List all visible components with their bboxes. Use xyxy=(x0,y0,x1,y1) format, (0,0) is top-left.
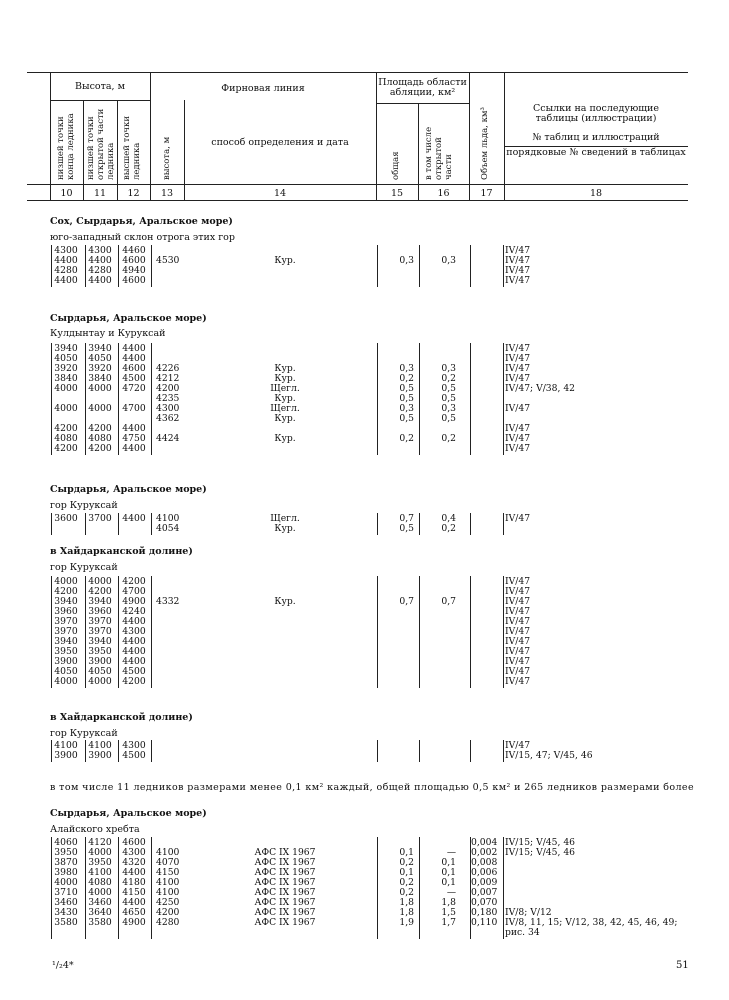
table-cell-c12: 4900 xyxy=(122,596,146,607)
column-divider xyxy=(377,513,378,535)
table-cell-c11: 4000 xyxy=(88,887,112,898)
column-divider xyxy=(151,513,152,535)
table-cell-c14: Кур. xyxy=(274,373,296,384)
table-cell-c11: 4300 xyxy=(88,245,112,256)
table-cell-c12: 4180 xyxy=(122,877,146,888)
table-cell-c16: 0,2 xyxy=(441,373,456,384)
table-cell-c18: IV/47; V/38, 42 xyxy=(505,383,576,394)
table-cell-c11: 4200 xyxy=(88,586,112,597)
table-cell-c18: IV/47 xyxy=(505,373,531,384)
col18-sub1: № таблиц и иллюстраций xyxy=(532,132,660,143)
column-divider xyxy=(377,343,378,455)
table-cell-c12: 4400 xyxy=(122,897,146,908)
table-cell-c11: 4000 xyxy=(88,576,112,587)
col11-header: низшей точки открытой части ледника xyxy=(86,108,116,180)
table-cell-c10: 3900 xyxy=(54,750,78,761)
table-cell-c18: IV/47 xyxy=(505,676,531,687)
table-cell-c11: 3950 xyxy=(88,857,112,868)
table-cell-c11: 4400 xyxy=(88,255,112,266)
table-cell-c17: 0,006 xyxy=(471,867,498,878)
column-divider xyxy=(503,740,504,762)
table-cell-c10: 4000 xyxy=(54,383,78,394)
table-cell-c17: 0,110 xyxy=(471,917,498,928)
section-title: Сох, Сырдарья, Аральское море) xyxy=(50,216,233,227)
table-cell-c14: АФС IX 1967 xyxy=(254,887,316,898)
table-cell-c13: 4150 xyxy=(156,867,180,878)
table-cell-c13: 4212 xyxy=(156,373,180,384)
table-cell-c12: 4650 xyxy=(122,907,146,918)
table-cell-c12: 4460 xyxy=(122,245,146,256)
table-cell-c15: 0,2 xyxy=(399,887,414,898)
column-divider xyxy=(118,513,119,535)
table-cell-c11: 3460 xyxy=(88,897,112,908)
table-cell-c14: Кур. xyxy=(274,433,296,444)
column-divider xyxy=(419,513,420,535)
table-cell-c16: 0,2 xyxy=(441,433,456,444)
table-cell-c11: 4000 xyxy=(88,403,112,414)
table-cell-c10: 4200 xyxy=(54,443,78,454)
column-divider xyxy=(470,343,471,455)
table-cell-c12: 4400 xyxy=(122,616,146,627)
table-cell-c18: IV/15, 47; V/45, 46 xyxy=(505,750,593,761)
section-title: Сырдарья, Аральское море) xyxy=(50,484,207,495)
table-cell-c10: 4080 xyxy=(54,433,78,444)
table-cell-c16: 0,5 xyxy=(441,393,456,404)
table-cell-c13: 4070 xyxy=(156,857,180,868)
table-cell-c18: IV/47 xyxy=(505,616,531,627)
table-cell-c16: — xyxy=(446,887,456,898)
table-cell-c12: 4200 xyxy=(122,576,146,587)
table-cell-c11: 4100 xyxy=(88,867,112,878)
table-cell-c15: 0,7 xyxy=(399,596,414,607)
table-cell-c11: 4200 xyxy=(88,423,112,434)
table-cell-c13: 4280 xyxy=(156,917,180,928)
table-cell-c10: 3920 xyxy=(54,363,78,374)
table-cell-c10: 3840 xyxy=(54,373,78,384)
table-cell-c18: IV/47 xyxy=(505,265,531,276)
table-cell-c18: IV/47 xyxy=(505,353,531,364)
table-cell-c18: IV/47 xyxy=(505,586,531,597)
table-cell-c18: IV/47 xyxy=(505,606,531,617)
table-cell-c11: 3840 xyxy=(88,373,112,384)
col13-header: высота, м xyxy=(162,136,172,180)
table-cell-c10: 4400 xyxy=(54,275,78,286)
table-cell-c18: IV/47 xyxy=(505,596,531,607)
table-cell-c11: 3940 xyxy=(88,343,112,354)
table-cell-c14: АФС IX 1967 xyxy=(254,857,316,868)
table-cell-c14: АФС IX 1967 xyxy=(254,867,316,878)
table-cell-c13: 4200 xyxy=(156,383,180,394)
table-cell-c12: 4400 xyxy=(122,513,146,524)
table-cell-c18: IV/47 xyxy=(505,636,531,647)
table-cell-c17: 0,002 xyxy=(471,847,498,858)
table-cell-c12: 4400 xyxy=(122,646,146,657)
table-cell-c18: IV/47 xyxy=(505,245,531,256)
section-title: в Хайдарканской долине) xyxy=(50,546,193,557)
table-cell-c10: 3710 xyxy=(54,887,78,898)
table-cell-c12: 4600 xyxy=(122,363,146,374)
table-cell-c14: Кур. xyxy=(274,596,296,607)
table-cell-c10: 3970 xyxy=(54,616,78,627)
table-cell-c11: 4000 xyxy=(88,676,112,687)
column-divider xyxy=(377,576,378,688)
column-divider xyxy=(151,343,152,455)
table-cell-c15: 0,1 xyxy=(399,867,414,878)
table-cell-c18: IV/47 xyxy=(505,343,531,354)
table-cell-c14: АФС IX 1967 xyxy=(254,907,316,918)
column-divider xyxy=(470,740,471,762)
section-title: в Хайдарканской долине) xyxy=(50,712,193,723)
summary-note: в том числе 11 ледников размерами менее 0,1 км² каждый, общей площадью 0,5 км² и 265 ледников размерами более xyxy=(50,782,694,793)
table-cell-c16: 0,1 xyxy=(441,877,456,888)
table-cell-c10: 4000 xyxy=(54,676,78,687)
column-divider xyxy=(118,576,119,688)
col-number: 16 xyxy=(437,188,450,199)
table-cell-c14: АФС IX 1967 xyxy=(254,877,316,888)
table-cell-c11: 4200 xyxy=(88,443,112,454)
table-cell-c16: 1,8 xyxy=(441,897,456,908)
table-cell-c10: 4100 xyxy=(54,740,78,751)
table-cell-c17: 0,007 xyxy=(471,887,498,898)
table-cell-c18: IV/47 xyxy=(505,666,531,677)
table-cell-c15: 0,2 xyxy=(399,857,414,868)
table-cell-c16: — xyxy=(446,847,456,858)
table-cell-c13: 4300 xyxy=(156,403,180,414)
table-cell-c18: IV/47 xyxy=(505,646,531,657)
table-cell-c15: 0,2 xyxy=(399,877,414,888)
table-cell-c17: 0,008 xyxy=(471,857,498,868)
section-subtitle: Алайского хребта xyxy=(50,824,140,835)
table-cell-c11: 3900 xyxy=(88,656,112,667)
column-divider xyxy=(470,576,471,688)
table-cell-c10: 4280 xyxy=(54,265,78,276)
table-cell-c10: 3960 xyxy=(54,606,78,617)
table-cell-c11: 3920 xyxy=(88,363,112,374)
table-cell-c13: 4054 xyxy=(156,523,180,534)
table-cell-c15: 0,5 xyxy=(399,523,414,534)
table-cell-c14: Кур. xyxy=(274,393,296,404)
column-divider xyxy=(419,343,420,455)
table-cell-c18: IV/8; V/12 xyxy=(505,907,552,918)
table-cell-c11: 3580 xyxy=(88,917,112,928)
table-cell-c12: 4300 xyxy=(122,847,146,858)
table-cell-c13: 4424 xyxy=(156,433,180,444)
column-divider xyxy=(503,245,504,287)
table-cell-c14: АФС IX 1967 xyxy=(254,847,316,858)
table-cell-c12: 4400 xyxy=(122,423,146,434)
column-divider xyxy=(419,837,420,939)
table-cell-c10: 3900 xyxy=(54,656,78,667)
table-cell-c15: 0,3 xyxy=(399,363,414,374)
table-cell-c13: 4362 xyxy=(156,413,180,424)
table-cell-c12: 4600 xyxy=(122,837,146,848)
table-cell-c15: 0,5 xyxy=(399,393,414,404)
col-number: 15 xyxy=(390,188,404,199)
table-cell-c11: 4100 xyxy=(88,740,112,751)
table-cell-c11: 3900 xyxy=(88,750,112,761)
table-cell-c17: 0,070 xyxy=(471,897,498,908)
column-divider xyxy=(118,837,119,939)
column-divider xyxy=(419,245,420,287)
table-cell-c16: 1,7 xyxy=(441,917,456,928)
table-cell-c18: IV/8, 11, 15; V/12, 38, 42, 45, 46, 49; xyxy=(505,917,678,928)
table-cell-c12: 4940 xyxy=(122,265,146,276)
table-cell-c14: АФС IX 1967 xyxy=(254,917,316,928)
table-cell-c11: 3960 xyxy=(88,606,112,617)
table-cell-c10: 3950 xyxy=(54,847,78,858)
column-divider xyxy=(503,576,504,688)
table-cell-c10: 4060 xyxy=(54,837,78,848)
table-cell-c11: 3640 xyxy=(88,907,112,918)
section-title: Сырдарья, Аральское море) xyxy=(50,808,207,819)
col18-title: Ссылки на последующие таблицы (иллюстрации) xyxy=(532,103,659,124)
table-cell-c10: 3870 xyxy=(54,857,78,868)
column-divider xyxy=(377,245,378,287)
table-cell-c10: 3940 xyxy=(54,343,78,354)
table-cell-c13: 4235 xyxy=(156,393,180,404)
col16-header: в том числе открытой части xyxy=(424,126,454,180)
col12-header: высшей точки ледника xyxy=(122,115,142,180)
table-cell-c10: 4050 xyxy=(54,666,78,677)
column-divider xyxy=(151,837,152,939)
table-cell-c14: Щегл. xyxy=(270,513,300,524)
table-cell-c15: 0,5 xyxy=(399,383,414,394)
table-cell-c11: 4400 xyxy=(88,275,112,286)
table-cell-c16: 1,5 xyxy=(441,907,456,918)
table-cell-c18: рис. 34 xyxy=(505,927,540,938)
table-cell-c16: 0,1 xyxy=(441,857,456,868)
table-cell-c14: Кур. xyxy=(274,413,296,424)
table-cell-c15: 1,8 xyxy=(399,907,414,918)
table-cell-c17: 0,004 xyxy=(471,837,498,848)
table-cell-c18: IV/47 xyxy=(505,626,531,637)
table-cell-c12: 4320 xyxy=(122,857,146,868)
column-divider xyxy=(118,343,119,455)
column-divider xyxy=(470,513,471,535)
column-divider xyxy=(377,837,378,939)
col17-header: Объем льда, км³ xyxy=(480,107,490,180)
table-cell-c10: 4200 xyxy=(54,586,78,597)
col10-header: низшей точки конца ледника xyxy=(56,113,76,180)
table-cell-c10: 4000 xyxy=(54,576,78,587)
col14-header: способ определения и дата xyxy=(211,137,349,148)
col-number: 10 xyxy=(60,188,73,199)
section-subtitle: гор Куруксай xyxy=(50,562,118,573)
table-cell-c17: 0,180 xyxy=(471,907,498,918)
table-cell-c12: 4720 xyxy=(122,383,146,394)
column-divider xyxy=(419,576,420,688)
column-divider xyxy=(503,513,504,535)
table-cell-c10: 3950 xyxy=(54,646,78,657)
table-cell-c14: Щегл. xyxy=(270,383,300,394)
table-cell-c15: 0,5 xyxy=(399,413,414,424)
section-subtitle: юго-западный склон отрога этих гор xyxy=(50,232,235,243)
table-cell-c12: 4900 xyxy=(122,917,146,928)
table-cell-c16: 0,3 xyxy=(441,255,456,266)
table-cell-c12: 4300 xyxy=(122,626,146,637)
table-cell-c11: 4080 xyxy=(88,877,112,888)
col15-header: общая xyxy=(391,151,401,180)
table-cell-c11: 4120 xyxy=(88,837,112,848)
table-cell-c18: IV/47 xyxy=(505,576,531,587)
table-cell-c14: Щегл. xyxy=(270,403,300,414)
table-cell-c18: IV/47 xyxy=(505,363,531,374)
table-cell-c12: 4700 xyxy=(122,403,146,414)
column-divider xyxy=(118,740,119,762)
column-divider xyxy=(470,245,471,287)
table-cell-c10: 3460 xyxy=(54,897,78,908)
table-cell-c11: 3940 xyxy=(88,596,112,607)
table-cell-c18: IV/47 xyxy=(505,403,531,414)
table-cell-c13: 4100 xyxy=(156,513,180,524)
table-cell-c16: 0,1 xyxy=(441,867,456,878)
table-cell-c12: 4600 xyxy=(122,275,146,286)
column-divider xyxy=(377,740,378,762)
table-cell-c12: 4240 xyxy=(122,606,146,617)
table-cell-c11: 4280 xyxy=(88,265,112,276)
col-number: 12 xyxy=(127,188,140,199)
table-cell-c18: IV/15; V/45, 46 xyxy=(505,847,576,858)
height-group-header: Высота, м xyxy=(75,81,125,92)
column-divider xyxy=(118,245,119,287)
table-cell-c10: 4300 xyxy=(54,245,78,256)
table-cell-c10: 4400 xyxy=(54,255,78,266)
col-number: 14 xyxy=(273,188,287,199)
column-divider xyxy=(151,740,152,762)
table-cell-c17: 0,009 xyxy=(471,877,498,888)
table-cell-c18: IV/47 xyxy=(505,275,531,286)
table-cell-c18: IV/15; V/45, 46 xyxy=(505,837,576,848)
table-cell-c13: 4530 xyxy=(156,255,180,266)
table-cell-c14: Кур. xyxy=(274,523,296,534)
table-cell-c12: 4500 xyxy=(122,750,146,761)
section-subtitle: Кулдынтау и Куруксай xyxy=(50,328,166,339)
col-number: 13 xyxy=(160,188,174,199)
section-subtitle: гор Куруксай xyxy=(50,728,118,739)
table-cell-c18: IV/47 xyxy=(505,513,531,524)
table-cell-c12: 4500 xyxy=(122,666,146,677)
column-divider xyxy=(151,245,152,287)
table-cell-c18: IV/47 xyxy=(505,740,531,751)
col18-sub2: порядковые № сведений в таблицах xyxy=(506,147,686,158)
table-cell-c15: 1,9 xyxy=(399,917,414,928)
table-cell-c12: 4500 xyxy=(122,373,146,384)
table-cell-c12: 4400 xyxy=(122,443,146,454)
table-cell-c13: 4250 xyxy=(156,897,180,908)
table-cell-c12: 4600 xyxy=(122,255,146,266)
table-cell-c12: 4400 xyxy=(122,353,146,364)
table-cell-c11: 4000 xyxy=(88,383,112,394)
footer-signature: ¹/₂4* xyxy=(52,960,74,971)
table-cell-c13: 4100 xyxy=(156,877,180,888)
table-cell-c11: 4080 xyxy=(88,433,112,444)
table-cell-c12: 4300 xyxy=(122,740,146,751)
table-cell-c12: 4400 xyxy=(122,636,146,647)
table-cell-c13: 4100 xyxy=(156,847,180,858)
table-cell-c15: 0,7 xyxy=(399,513,414,524)
table-cell-c13: 4100 xyxy=(156,887,180,898)
table-cell-c16: 0,2 xyxy=(441,523,456,534)
table-cell-c15: 0,3 xyxy=(399,403,414,414)
table-cell-c15: 0,3 xyxy=(399,255,414,266)
table-cell-c10: 4000 xyxy=(54,403,78,414)
table-cell-c12: 4400 xyxy=(122,867,146,878)
table-cell-c13: 4226 xyxy=(156,363,180,374)
table-cell-c12: 4150 xyxy=(122,887,146,898)
table-cell-c10: 3430 xyxy=(54,907,78,918)
column-divider xyxy=(419,740,420,762)
table-cell-c11: 4050 xyxy=(88,666,112,677)
table-cell-c15: 1,8 xyxy=(399,897,414,908)
table-cell-c18: IV/47 xyxy=(505,443,531,454)
table-cell-c11: 3700 xyxy=(88,513,112,524)
firn-group-header: Фирновая линия xyxy=(221,83,305,94)
table-cell-c10: 4200 xyxy=(54,423,78,434)
table-cell-c10: 3940 xyxy=(54,596,78,607)
table-cell-c18: IV/47 xyxy=(505,656,531,667)
table-cell-c13: 4332 xyxy=(156,596,180,607)
table-cell-c15: 0,2 xyxy=(399,373,414,384)
section-title: Сырдарья, Аральское море) xyxy=(50,313,207,324)
table-cell-c14: Кур. xyxy=(274,255,296,266)
table-cell-c12: 4400 xyxy=(122,656,146,667)
table-cell-c15: 0,2 xyxy=(399,433,414,444)
col-number: 17 xyxy=(480,188,493,199)
column-divider xyxy=(503,343,504,455)
table-cell-c16: 0,4 xyxy=(441,513,456,524)
table-cell-c16: 0,7 xyxy=(441,596,456,607)
table-cell-c18: IV/47 xyxy=(505,423,531,434)
table-cell-c16: 0,5 xyxy=(441,383,456,394)
table-cell-c10: 3980 xyxy=(54,867,78,878)
column-divider xyxy=(151,576,152,688)
table-cell-c14: Кур. xyxy=(274,363,296,374)
table-cell-c15: 0,1 xyxy=(399,847,414,858)
table-cell-c18: IV/47 xyxy=(505,433,531,444)
table-cell-c10: 4050 xyxy=(54,353,78,364)
table-cell-c18: IV/47 xyxy=(505,255,531,266)
table-cell-c12: 4750 xyxy=(122,433,146,444)
table-cell-c11: 3970 xyxy=(88,616,112,627)
table-cell-c11: 3950 xyxy=(88,646,112,657)
table-cell-c11: 3940 xyxy=(88,636,112,647)
table-cell-c13: 4200 xyxy=(156,907,180,918)
table-cell-c14: АФС IX 1967 xyxy=(254,897,316,908)
table-cell-c12: 4700 xyxy=(122,586,146,597)
area-group-header: Площадь области абляции, км² xyxy=(378,77,467,98)
table-cell-c10: 3940 xyxy=(54,636,78,647)
table-cell-c10: 4000 xyxy=(54,877,78,888)
column-divider xyxy=(503,837,504,939)
page-number: 51 xyxy=(676,960,689,971)
table-cell-c16: 0,3 xyxy=(441,363,456,374)
table-cell-c11: 3970 xyxy=(88,626,112,637)
table-cell-c10: 3580 xyxy=(54,917,78,928)
table-cell-c16: 0,5 xyxy=(441,413,456,424)
table-cell-c12: 4200 xyxy=(122,676,146,687)
table-cell-c11: 4050 xyxy=(88,353,112,364)
col-number: 11 xyxy=(93,188,107,199)
table-cell-c16: 0,3 xyxy=(441,403,456,414)
table-cell-c12: 4400 xyxy=(122,343,146,354)
table-cell-c10: 3600 xyxy=(54,513,78,524)
table-cell-c11: 4000 xyxy=(88,847,112,858)
col-number: 18 xyxy=(589,188,603,199)
table-cell-c10: 3970 xyxy=(54,626,78,637)
section-subtitle: гор Куруксай xyxy=(50,500,118,511)
